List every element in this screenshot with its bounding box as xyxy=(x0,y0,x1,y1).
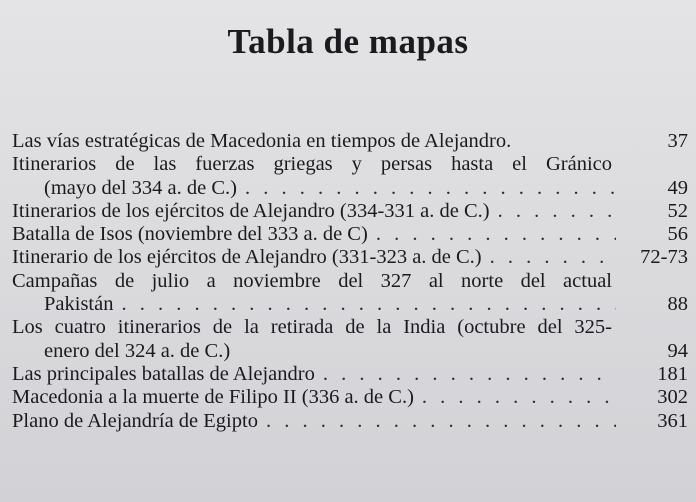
entry-title: Plano de Alejandría de Egipto xyxy=(12,409,258,432)
dot-leader xyxy=(498,200,616,223)
page-number: 302 xyxy=(657,386,688,409)
map-entry xyxy=(12,223,688,246)
dot-leader xyxy=(376,223,616,246)
entry-title-continued: Pakistán xyxy=(44,293,114,316)
entry-line xyxy=(12,363,688,386)
entry-line xyxy=(12,223,688,246)
page-number: 37 xyxy=(667,130,688,152)
entry-line xyxy=(12,246,688,269)
entry-title-continued: enero del 324 a. de C.) xyxy=(44,339,231,362)
page-number: 52 xyxy=(667,199,688,222)
entry-title: Macedonia a la muerte de Filipo II (336 a. de C.) xyxy=(12,386,414,409)
entry-line xyxy=(12,200,688,223)
map-entry xyxy=(12,363,688,386)
entry-title-continued: (mayo del 334 a. de C.) xyxy=(44,176,237,199)
dot-leader xyxy=(422,386,616,409)
map-list xyxy=(12,130,688,433)
entry-line: Los cuatro itinerarios de la retirada de la India (octubre del 325- xyxy=(12,316,612,339)
page-title: Tabla de mapas xyxy=(227,22,469,61)
entry-line xyxy=(12,130,688,153)
entry-title: Batalla de Isos (noviembre del 333 a. de C) xyxy=(12,223,368,246)
map-entry xyxy=(12,270,688,317)
dot-leader xyxy=(121,293,616,316)
entry-title: Las vías estratégicas de Macedonia en tiempos de Alejandro. xyxy=(12,130,512,152)
dot-leader xyxy=(490,246,616,269)
entry-title: Itinerario de los ejércitos de Alejandro (331-323 a. de C.) xyxy=(12,246,482,269)
entry-title: Las principales batallas de Alejandro xyxy=(12,362,315,385)
page-number: 56 xyxy=(667,223,688,246)
dot-leader xyxy=(245,177,616,200)
entry-line: Campañas de julio a noviembre del 327 al norte del actual xyxy=(12,269,612,292)
dot-leader xyxy=(266,410,616,433)
page-number: 181 xyxy=(657,362,688,385)
page-number: 88 xyxy=(667,293,688,316)
entry-line xyxy=(12,293,688,316)
entry-line xyxy=(12,177,688,200)
entry-line xyxy=(12,386,688,409)
dot-leader xyxy=(323,363,616,386)
map-entry xyxy=(12,130,688,153)
map-entry xyxy=(12,410,688,433)
map-entry xyxy=(12,386,688,409)
page-number: 361 xyxy=(657,409,688,432)
map-entry xyxy=(12,316,688,363)
map-entry xyxy=(12,153,688,200)
entry-title: Itinerarios de los ejércitos de Alejandro (334-331 a. de C.) xyxy=(12,199,490,222)
page-number: 94 xyxy=(667,339,688,362)
entry-line xyxy=(12,340,688,363)
map-entry xyxy=(12,246,688,269)
map-entry xyxy=(12,200,688,223)
entry-line: Itinerarios de las fuerzas griegas y persas hasta el Gránico xyxy=(12,153,612,176)
entry-line xyxy=(12,410,688,433)
page-number: 72-73 xyxy=(640,246,688,269)
page-number: 49 xyxy=(667,176,688,199)
